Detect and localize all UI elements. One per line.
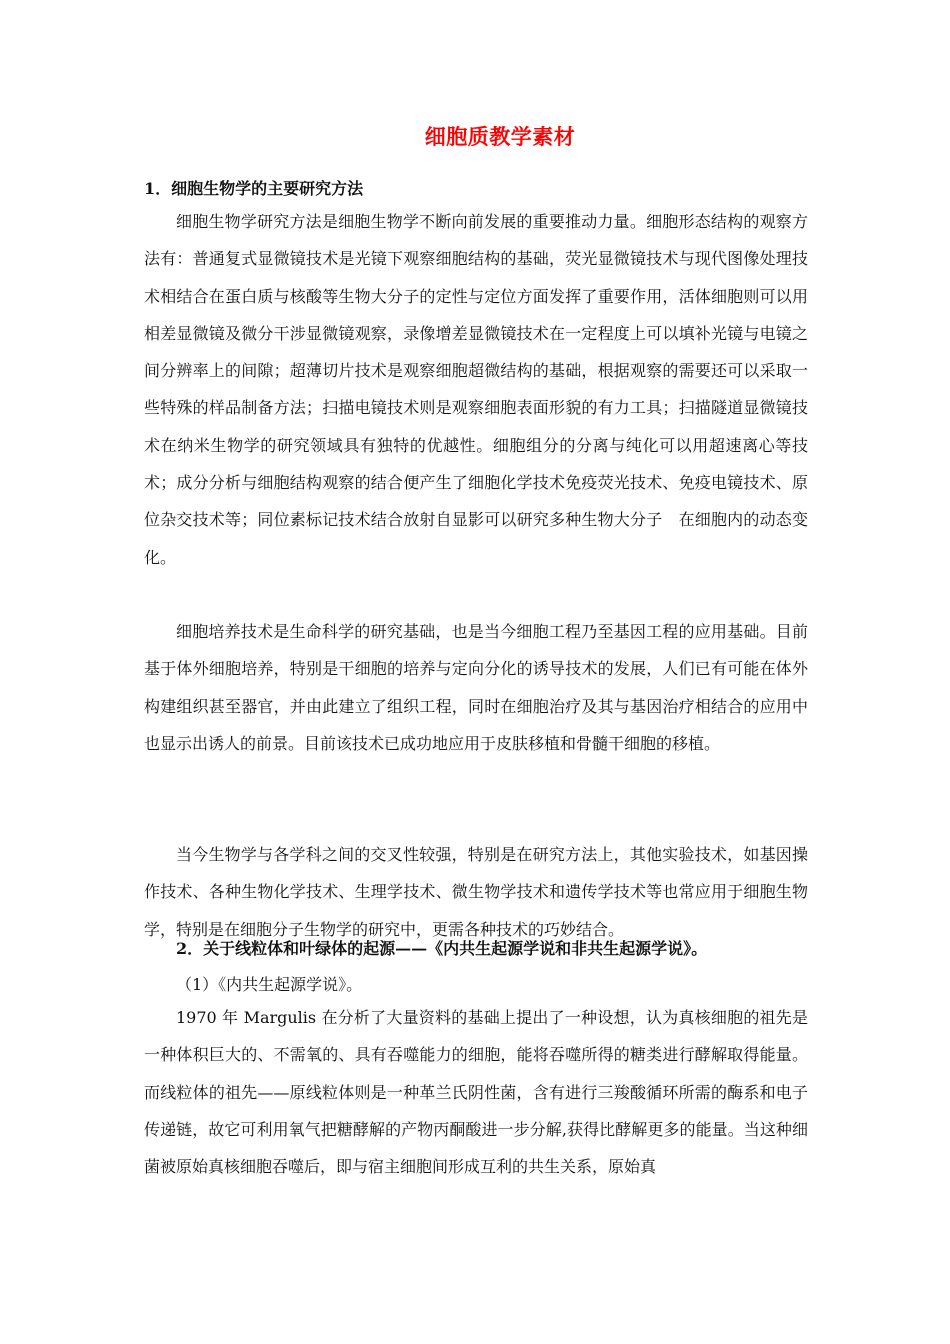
section-1-heading: 1．细胞生物学的主要研究方法 — [144, 179, 364, 198]
section-2-heading: 2．关于线粒体和叶绿体的起源——《内共生起源学说和非共生起源学说》。 — [176, 939, 708, 958]
section-2-paragraph-1: 1970 年 Margulis 在分析了大量资料的基础上提出了一种设想，认为真核细胞的祖先是一种体积巨大的、不需氧的、具有吞噬能力的细胞，能将吞噬所得的糖类进行酵解取得能量。而线粒体的祖先——原线粒体则是一种革兰氏阴性菌，含有进行三羧酸循环所需的酶系和电子传递链，故它可利用氧气把糖酵解的产物丙酮酸进一步分解,获得比酵解更多的能量。当这种细菌被原始真核细胞吞噬后，即与宿主细胞间形成互利的共生关系，原始真 — [144, 1008, 808, 1177]
section-2-subheading: （1）《内共生起源学说》。 — [176, 975, 363, 994]
document-title: 细胞质教学素材 — [424, 124, 576, 149]
section-1-paragraph-2: 细胞培养技术是生命科学的研究基础，也是当今细胞工程乃至基因工程的应用基础。目前基于体外细胞培养，特别是干细胞的培养与定向分化的诱导技术的发展，人们已有可能在体外构建组织甚至器官，并由此建立了组织工程，同时在细胞治疗及其与基因治疗相结合的应用中也显示出诱人的前景。目前该技术已成功地应用于皮肤移植和骨髓干细胞的移植。 — [144, 622, 808, 753]
section-1-paragraph-1: 细胞生物学研究方法是细胞生物学不断向前发展的重要推动力量。细胞形态结构的观察方法有：普通复式显微镜技术是光镜下观察细胞结构的基础，荧光显微镜技术与现代图像处理技术相结合在蛋白质与核酸等生物大分子的定性与定位方面发挥了重要作用，活体细胞则可以用相差显微镜及微分干涉显微镜观察，录像增差显微镜技术在一定程度上可以填补光镜与电镜之间分辨率上的间隙；超薄切片技术是观察细胞超微结构的基础，根据观察的需要还可以采取一些特殊的样品制备方法；扫描电镜技术则是观察细胞表面形貌的有力工具；扫描隧道显微镜技术在纳米生物学的研究领域具有独特的优越性。细胞组分的分离与纯化可以用超速离心等技术；成分分析与细胞结构观察的结合便产生了细胞化学技术免疫荧光技术、免疫电镜技术、原位杂交技术等；同位素标记技术结合放射自显影可以研究多种生物大分子 在细胞内的动态变化。 — [144, 212, 808, 567]
section-1-paragraph-3: 当今生物学与各学科之间的交叉性较强，特别是在研究方法上，其他实验技术，如基因操作技术、各种生物化学技术、生理学技术、微生物学技术和遗传学技术等也常应用于细胞生物学，特别是在细胞分子生物学的研究中，更需各种技术的巧妙结合。 — [144, 845, 808, 939]
